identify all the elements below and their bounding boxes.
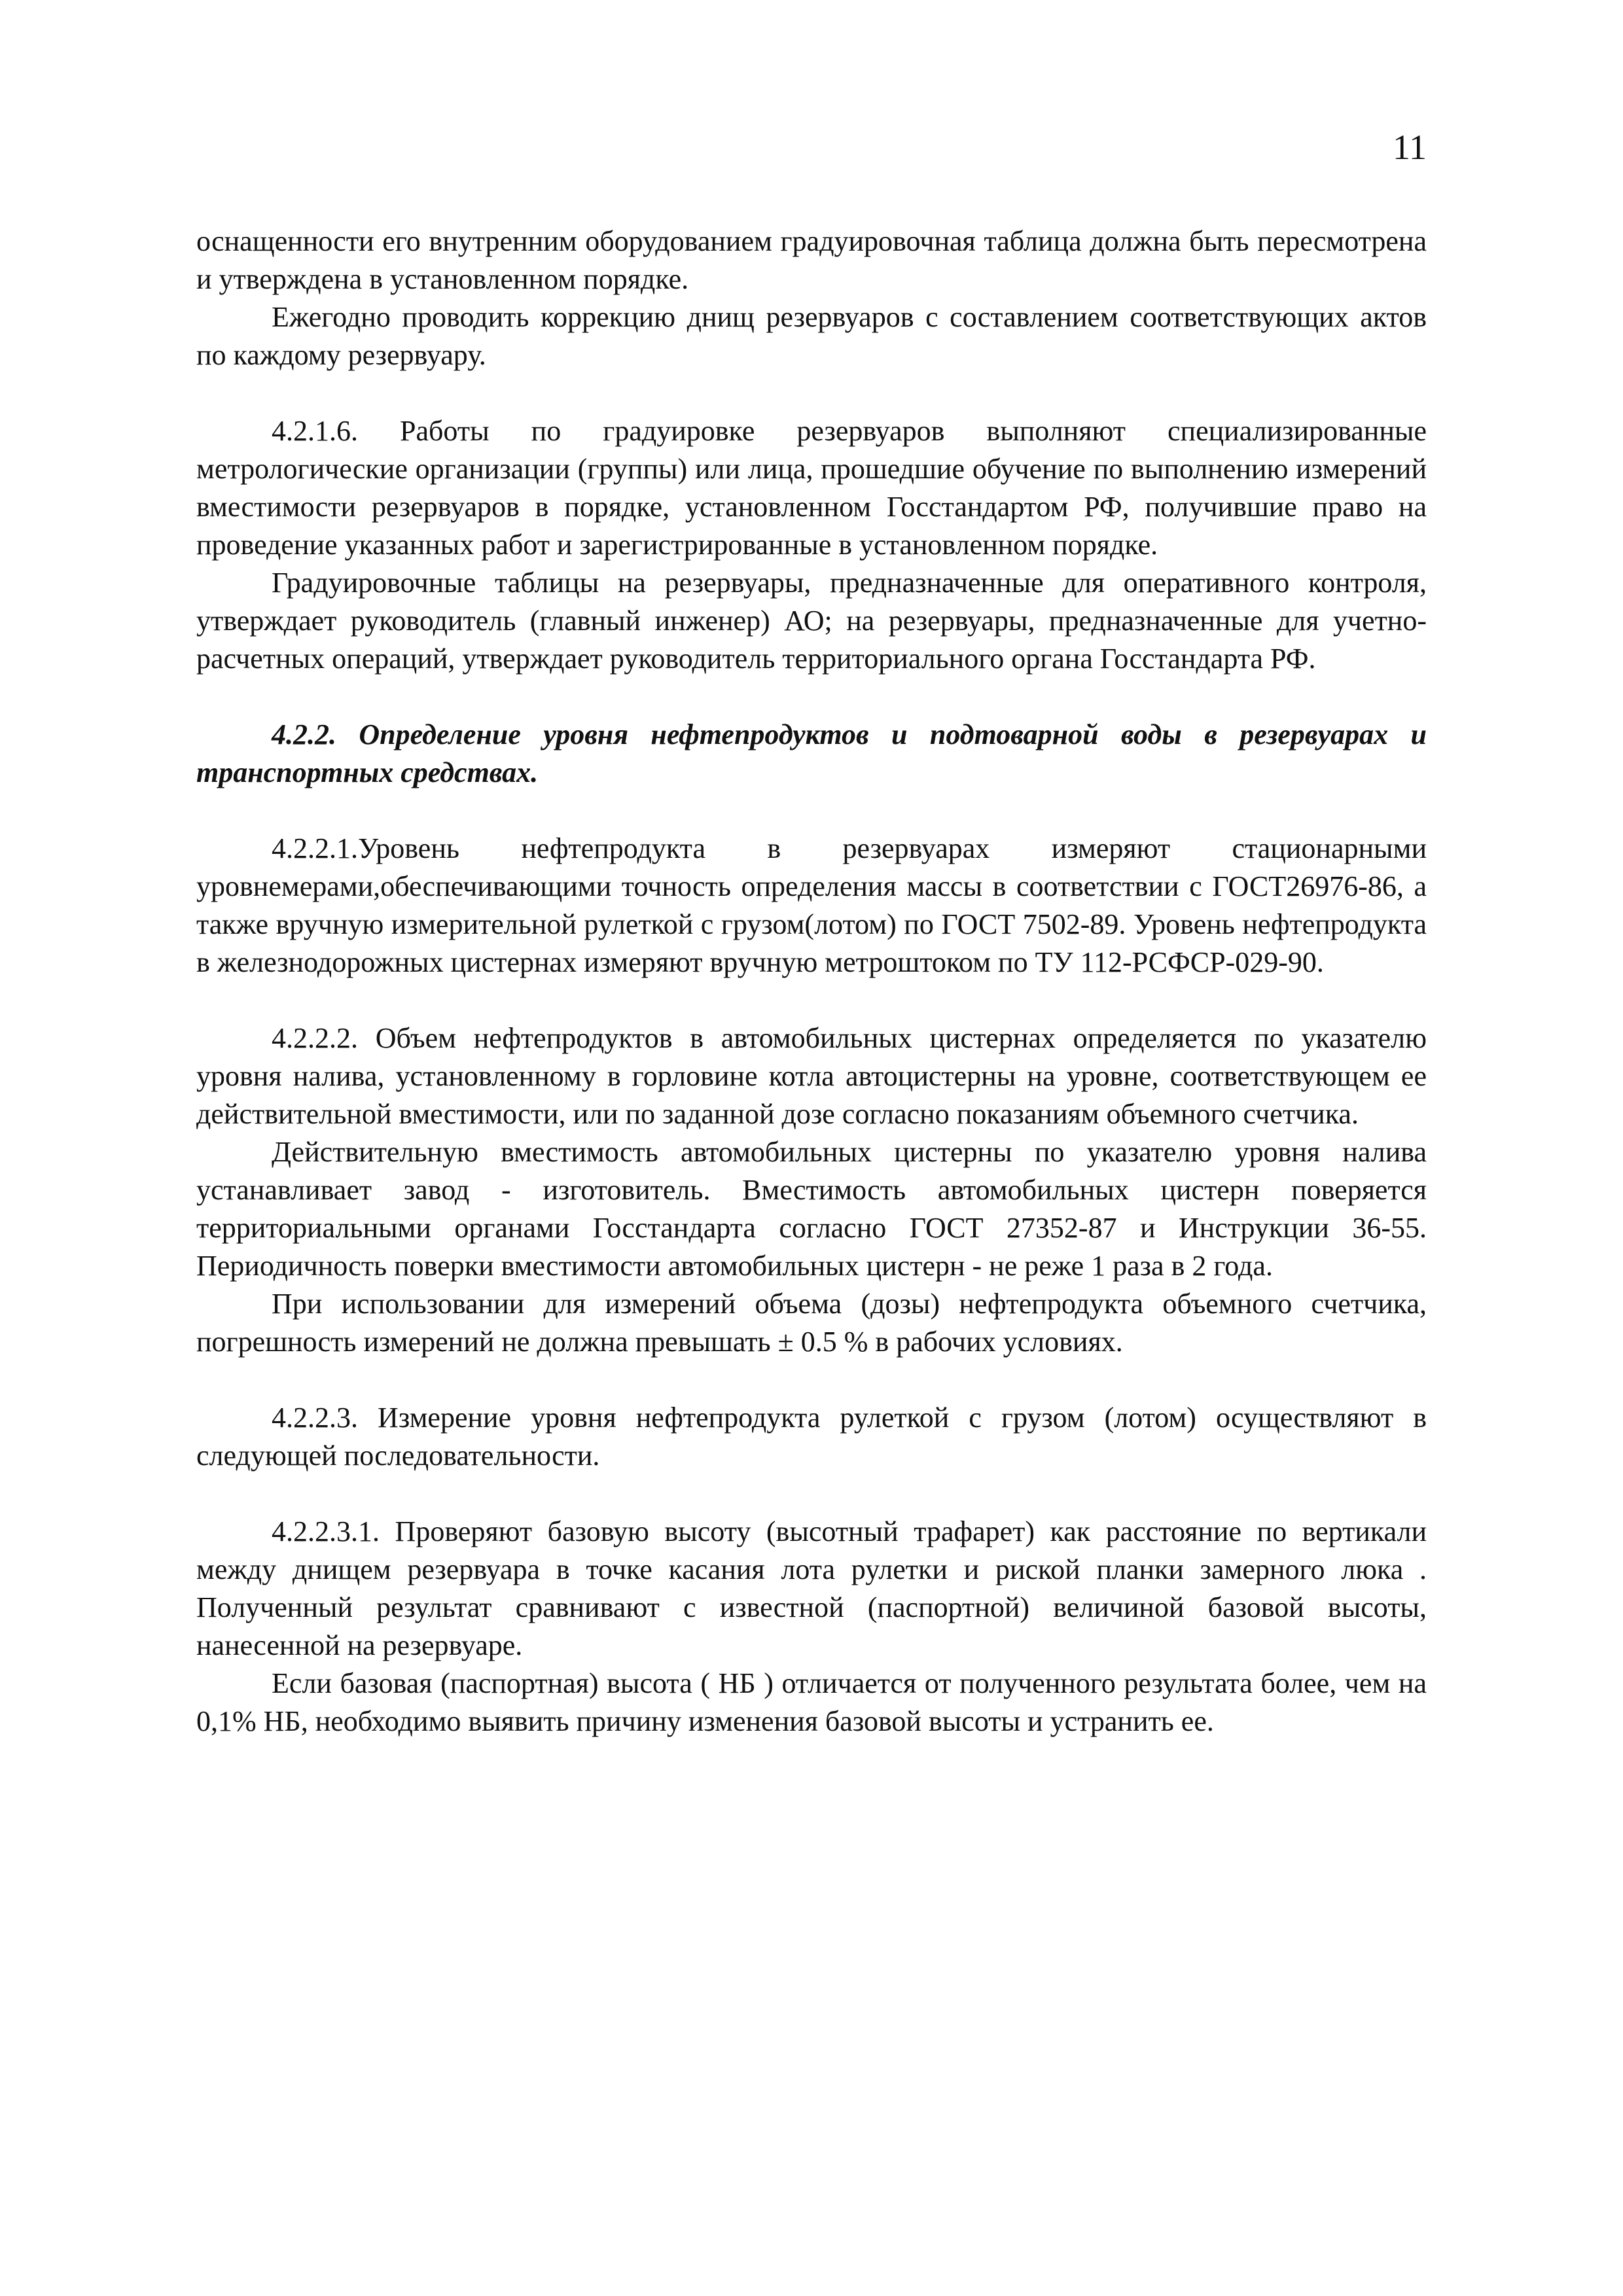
paragraph-tank-equipment: оснащенности его внутренним оборудованием градуировочная таблица должна быть пересмотрена и утверждена в установленном порядке. — [196, 225, 1427, 295]
paragraph-4-2-2-3: 4.2.2.3. Измерение уровня нефтепродукта рулеткой с грузом (лотом) осуществляют в следующей последовательности. — [196, 1402, 1427, 1472]
document-body — [196, 222, 1427, 1740]
paragraph-4-2-2-2: 4.2.2.2. Объем нефтепродуктов в автомобильных цистернах определяется по указателю уровня налива, установленному в горловине котла автоцистерны на уровне, соответствующем ее действительной вместимости, или по заданной дозе согласно показаниям объемного счетчика. — [196, 1022, 1427, 1130]
paragraph-calibration-tables: Градуировочные таблицы на резервуары, предназначенные для оперативного контроля, утверждает руководитель (главный инженер) АО; на резервуары, предназначенные для учетно-расчетных операций, утверждает руководитель территориального органа Госстандарта РФ. — [196, 567, 1427, 675]
page-number: 11 — [1393, 128, 1427, 167]
paragraph-4-2-2-1: 4.2.2.1.Уровень нефтепродукта в резервуарах измеряют стационарными уровнемерами,обеспечивающими точность определения массы в соответствии с ГОСТ26976-86, а также вручную измерительной рулеткой с грузом(лотом) по ГОСТ 7502-89. Уровень нефтепродукта в железнодорожных цистернах измеряют вручную метроштоком по ТУ 112-РСФСР-029-90. — [196, 832, 1427, 978]
paragraph-tank-capacity: Действительную вместимость автомобильных цистерны по указателю уровня налива устанавливает завод - изготовитель. Вместимость автомобильных цистерн поверяется территориальными органами Госстандарта согласно ГОСТ 27352-87 и Инструкции 36-55. Периодичность поверки вместимости автомобильных цистерн - не реже 1 раза в 2 года. — [196, 1136, 1427, 1282]
section-heading-4-2-2: 4.2.2. Определение уровня нефтепродуктов и подтоварной воды в резервуарах и транспортных средствах. — [196, 718, 1427, 788]
paragraph-4-2-1-6: 4.2.1.6. Работы по градуировке резервуаров выполняют специализированные метрологические организации (группы) или лица, прошедшие обучение по выполнению измерений вместимости резервуаров в порядке, установленном Госстандартом РФ, получившие право на проведение указанных работ и зарегистрированные в установленном порядке. — [196, 415, 1427, 561]
paragraph-meter-error: При использовании для измерений объема (дозы) нефтепродукта объемного счетчика, погрешность измерений не должна превышать ± 0.5 % в рабочих условиях. — [196, 1288, 1427, 1358]
paragraph-annual-correction: Ежегодно проводить коррекцию днищ резервуаров с составлением соответствующих актов по каждому резервуару. — [196, 301, 1427, 371]
paragraph-4-2-2-3-1: 4.2.2.3.1. Проверяют базовую высоту (высотный трафарет) как расстояние по вертикали между днищем резервуара в точке касания лота рулетки и риской планки замерного люка . Полученный результат сравнивают с известной (паспортной) величиной базовой высоты, нанесенной на резервуаре. — [196, 1515, 1427, 1661]
paragraph-base-height: Если базовая (паспортная) высота ( HБ ) отличается от полученного результата более, чем на 0,1% HБ, необходимо выявить причину изменения базовой высоты и устранить ее. — [196, 1667, 1427, 1737]
